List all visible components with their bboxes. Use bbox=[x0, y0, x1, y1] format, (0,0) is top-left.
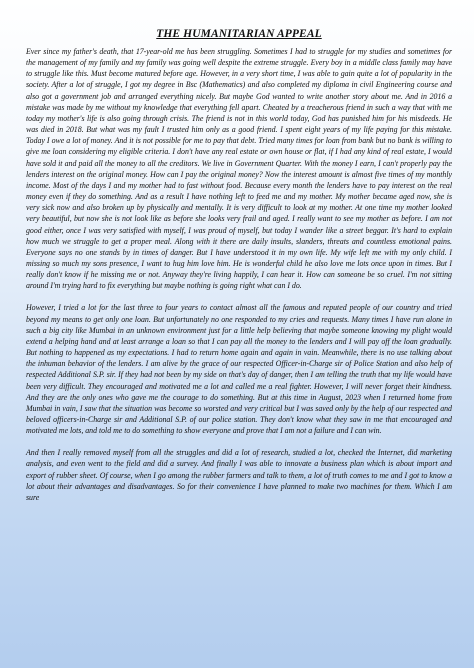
document-title: THE HUMANITARIAN APPEAL bbox=[156, 28, 322, 40]
paragraph-2: However, I tried a lot for the last three to four years to contact almost all the famous and reputed people of our country and tried beyond my means to get only one loan. But unfortunately no one responded to my cries and requests. Many times I have run alone in such a big city like Mumbai in an unknown environment just for a little help believing that maybe someone knowing my plight would extend a helping hand and at least arrange a loan so that I can pay all the money to the lenders and I will pay off the loan gradually. But nothing to happened as my expectations. I had to return home again and again in vain. Meanwhile, there is no use talking about the inhuman behavior of the lenders. I am alive by the grace of our respected Officer-in-Charge sir of Police Station and also help of respected Additional S.P. sir. If they had not been by my side on that's day of danger, then I am telling the truth that my life would have been very difficult. They encouraged and motivated me a lot and called me a real fighter. However, I will never forget their kindness. And they are the only ones who gave me the courage to do something. But at this time in August, 2023 when I returned home from Mumbai in vain, I saw that the situation was become so worsted and very critical but I was saved only by the help of our respected and beloved officers-in-Charge sir and Additional S.P. of our police station. They don't know what they saw in me that encouraged and motivated me lots, and told me to do something to show everyone and prove that I am not a failure and I can win. bbox=[26, 303, 452, 436]
paragraph-3: And then I really removed myself from all the struggles and did a lot of research, studied a lot, checked the Internet, did marketing analysis, and even went to the field and did a survey. And finally I was able to innovate a business plan which is about import and export of rubber sheet. Of course, when I go among the rubber farmers and talk to them, a lot of truth comes to me and I got to know a lot about their advantages and disadvantages. So for their convenience I have planned to make two machines for them. Which I am sure bbox=[26, 448, 452, 502]
paragraph-1: Ever since my father's death, that 17-year-old me has been struggling. Sometimes I had to struggle for my studies and sometimes for the management of my family and my family was going well despite the extreme struggle. Every boy in a middle class family may have to struggle like this. Must become matured before age. However, in a very short time, I was able to gain quite a lot of popularity in the society. After a lot of struggle, I got my degree in Bsc (Mathematics) and also completed my diploma in civil Engineering course and also got a government job and arranged everything nicely. But maybe God wanted to write another story about me. And in 2016 a mistake was made by me without my knowledge that everything fell apart. Cheated by a treacherous friend in such a way that with me today my mother's life is also going through crisis. The friend is not in this world today, God has punished him for his misdeeds. He was died in 2018. But what was my fault I trusted him only as a good friend. I spent eight years of my life paying for this mistake. Today I owe a lot of money. And it is not possible for me to pay that debt. Tried many times for loan from bank but no bank is willing to give me loan considering my eligible criteria. I don't have any real estate or own house or flat, if I had any kind of real estate, I would have sold it and paid all the money to all the creditors. We live in Government Quarter. With the money I earn, I can't properly pay the lenders interest on the original money. How can I pay the original money? Now the interest amount is almost five times of my monthly income. Most of the days I and my mother had to fast without food. Because every month the lenders have to pay interest on the real money even if they do something. And as a result I have nothing left to feed me and my mother. My mother became aged now, she is very sick now and also broken up by physically and mentally. It is very difficult to look at my mother. At one time my mother looked very beautiful, but now she is not look like as before she looks very frail and aged. I really want to see my mother as before. I am not good either, once I was very satisfied with myself, I was proud of myself, but today I wander like a street beggar. It's hard to explain how much we struggle to get a proper meal. Along with it there are daily insults, slanders, threats and countless emotional pains. Everyone says no one stands by in times of danger. But I have understood it in my own life. My wife left me with my only child. I missing so much my sons presence, I want to hug him love him. He is wonderful child he also love me lots once upon in times. But I really don't know if he missing me or not. Anyway they're living happily, I can hear it. How can someone be so cruel. I'm not sitting around I'm trying hard to fix everything but maybe nothing is going right what can I do. bbox=[26, 47, 452, 291]
